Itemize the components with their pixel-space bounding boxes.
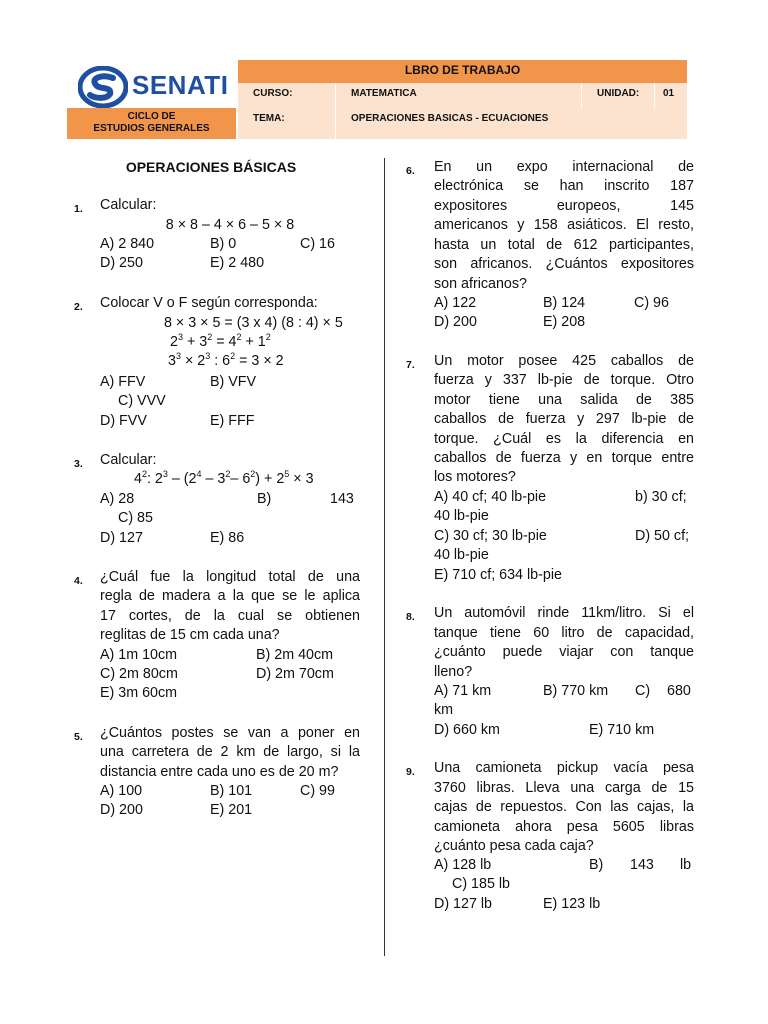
q7-option-d-cont: 40 lb-pie (434, 547, 489, 563)
q8-option-e: E) 710 km (589, 722, 655, 738)
tema-label: TEMA: (253, 113, 285, 124)
q1-option-b: B) 0 (210, 236, 237, 252)
q6-option-e: E) 208 (543, 314, 586, 330)
q3-text: Calcular: (100, 452, 157, 468)
column-divider (384, 158, 385, 956)
q8-number: 8. (406, 611, 415, 623)
q2-option-a: A) FFV (100, 374, 146, 390)
q7-option-b-cont: 40 lb-pie (434, 508, 489, 524)
q6-line-2: electrónica se han inscrito 187 (434, 178, 694, 194)
q1-expression: 8 × 8 – 4 × 6 – 5 × 8 (165, 217, 295, 233)
q6-line-1: En un expo internacional de (434, 159, 694, 175)
cycle-line-1: CICLO DE (127, 111, 176, 122)
q4-number: 4. (74, 575, 83, 587)
curso-row (238, 83, 687, 108)
q3-option-c: C) 85 (118, 510, 153, 526)
q6-option-b: B) 124 (543, 295, 586, 311)
q7-line-2: fuerza y 337 lb-pie de torque. Otro (434, 372, 694, 388)
cycle-label (67, 108, 236, 139)
q9-option-d: D) 127 lb (434, 896, 493, 912)
q4-option-e: E) 3m 60cm (100, 685, 178, 701)
q5-line-3: distancia entre cada uno es de 20 m? (100, 764, 339, 780)
q5-option-b: B) 101 (210, 783, 253, 799)
q7-line-7: los motores? (434, 469, 516, 485)
q7-option-c: C) 30 cf; 30 lb-pie (434, 528, 547, 544)
q8-line-3: ¿cuánto puede viajar con tanque (434, 644, 694, 660)
q6-option-a: A) 122 (434, 295, 477, 311)
q4-line-4: reglitas de 15 cm cada una? (100, 627, 280, 643)
q6-line-4: americanos y 158 asiáticos. El resto, (434, 217, 694, 233)
q2-option-e: E) FFF (210, 413, 255, 429)
section-title: OPERACIONES BÁSICAS (125, 159, 297, 175)
q5-line-1: ¿Cuántos postes se van a poner en (100, 725, 360, 741)
q3-option-d: D) 127 (100, 530, 143, 546)
q5-line-2: una carretera de 2 km de largo, si la (100, 744, 360, 760)
q9-line-5: ¿cuánto pesa cada caja? (434, 838, 594, 854)
cycle-line-2: ESTUDIOS GENERALES (93, 123, 210, 134)
unidad-value: 01 (654, 83, 687, 108)
q2-option-c: C) VVV (118, 393, 166, 409)
q7-option-e: E) 710 cf; 634 lb-pie (434, 567, 562, 583)
q7-number: 7. (406, 359, 415, 371)
q3-option-b: B) (257, 491, 272, 507)
q7-line-1: Un motor posee 425 caballos de (434, 353, 694, 369)
q9-option-a: A) 128 lb (434, 857, 492, 873)
q8-option-b: B) 770 km (543, 683, 609, 699)
q4-option-c: C) 2m 80cm (100, 666, 178, 682)
q3-number: 3. (74, 458, 83, 470)
q2-option-d: D) FVV (100, 413, 147, 429)
q3-expression: $4^2$: $2^3 - (2^4 - 3^2-$ $6^2) + 2^5 \times 3$ (134, 469, 314, 487)
curso-value: MATEMATICA (335, 83, 581, 108)
q9-option-e: E) 123 lb (543, 896, 601, 912)
q1-option-c: C) 16 (300, 236, 335, 252)
q9-option-b-value: 143 (630, 857, 654, 873)
tema-value: OPERACIONES BASICAS - ECUACIONES (335, 108, 687, 139)
q2-statement-1: 8 × 3 × 5 = (3 x 4) (8 : 4) × 5 (164, 315, 343, 331)
q2-statement-3: $3^3 \times 2^3$ : $6^2 = 3 \times 2$ (168, 351, 284, 369)
q7-line-5: torque. ¿Cuál es la diferencia en (434, 431, 694, 447)
tema-row (238, 108, 687, 139)
q4-option-d: D) 2m 70cm (256, 666, 334, 682)
q9-line-3: cajas de repuestos. Con las cajas, la (434, 799, 694, 815)
q5-option-e: E) 201 (210, 802, 253, 818)
q6-option-c: C) 96 (634, 295, 669, 311)
q2-statement-2: $2^3 + 3^2 = 4^2 + 1^2$ (170, 332, 271, 350)
q8-option-c-value: 680 (667, 683, 691, 699)
q7-line-3: motor tiene una salida de 385 (434, 392, 694, 408)
q7-option-b: b) 30 cf; (635, 489, 687, 505)
q2-number: 2. (74, 301, 83, 313)
q3-option-a: A) 28 (100, 491, 135, 507)
q1-number: 1. (74, 203, 83, 215)
q4-option-a: A) 1m 10cm (100, 647, 178, 663)
q7-option-a: A) 40 cf; 40 lb-pie (434, 489, 547, 505)
q4-line-2: regla de madera a la que se le aplica (100, 588, 360, 604)
curso-label: CURSO: (253, 88, 293, 99)
q8-option-c-unit: km (434, 702, 454, 718)
q6-line-7: son africanos? (434, 276, 527, 292)
left-column (61, 158, 361, 958)
q9-line-2: 3760 libras. Lleva una carga de 15 (434, 780, 694, 796)
q6-number: 6. (406, 165, 415, 177)
q8-line-2: tanque tiene 60 litro de capacidad, (434, 625, 694, 641)
q1-option-d: D) 250 (100, 255, 143, 271)
q5-number: 5. (74, 731, 83, 743)
q4-option-b: B) 2m 40cm (256, 647, 334, 663)
q1-option-e: E) 2 480 (210, 255, 265, 271)
q8-option-d: D) 660 km (434, 722, 500, 738)
q8-option-c: C) (635, 683, 651, 699)
q6-line-6: son africanos. ¿Cuántos expositores (434, 256, 694, 272)
q4-line-3: 17 cortes, de la cual se obtienen (100, 608, 360, 624)
senati-emblem-icon (78, 66, 128, 108)
q5-option-d: D) 200 (100, 802, 143, 818)
senati-logo (78, 66, 234, 108)
q8-option-a: A) 71 km (434, 683, 492, 699)
q9-option-c: C) 185 lb (452, 876, 511, 892)
workbook-title: LBRO DE TRABAJO (238, 60, 687, 83)
q5-option-a: A) 100 (100, 783, 143, 799)
q3-option-e: E) 86 (210, 530, 245, 546)
q1-text: Calcular: (100, 197, 157, 213)
right-column (396, 158, 698, 958)
q9-line-1: Una camioneta pickup vacía pesa (434, 760, 694, 776)
q4-line-1: ¿Cuál fue la longitud total de una (100, 569, 360, 585)
q8-line-4: lleno? (434, 664, 473, 680)
q7-line-4: caballos de fuerza y 297 lb-pie de (434, 411, 694, 427)
q6-line-5: hasta un total de 612 participantes, (434, 237, 694, 253)
unidad-label: UNIDAD: (581, 83, 654, 108)
q7-line-6: caballos de fuerza y en torque entre (434, 450, 694, 466)
q6-line-3: expositores europeos, 145 (434, 198, 694, 214)
q6-option-d: D) 200 (434, 314, 477, 330)
q5-option-c: C) 99 (300, 783, 335, 799)
q9-number: 9. (406, 766, 415, 778)
logo-text: SENATI (132, 70, 229, 100)
q9-option-b: B) (589, 857, 604, 873)
q2-text: Colocar V o F según corresponda: (100, 295, 318, 311)
q9-option-b-unit: lb (680, 857, 692, 873)
q2-option-b: B) VFV (210, 374, 257, 390)
q7-option-d: D) 50 cf; (635, 528, 690, 544)
q3-option-b-value: 143 (330, 491, 354, 507)
q8-line-1: Un automóvil rinde 11km/litro. Si el (434, 605, 694, 621)
q9-line-4: camioneta ahora pesa 5605 libras (434, 819, 694, 835)
q1-option-a: A) 2 840 (100, 236, 155, 252)
